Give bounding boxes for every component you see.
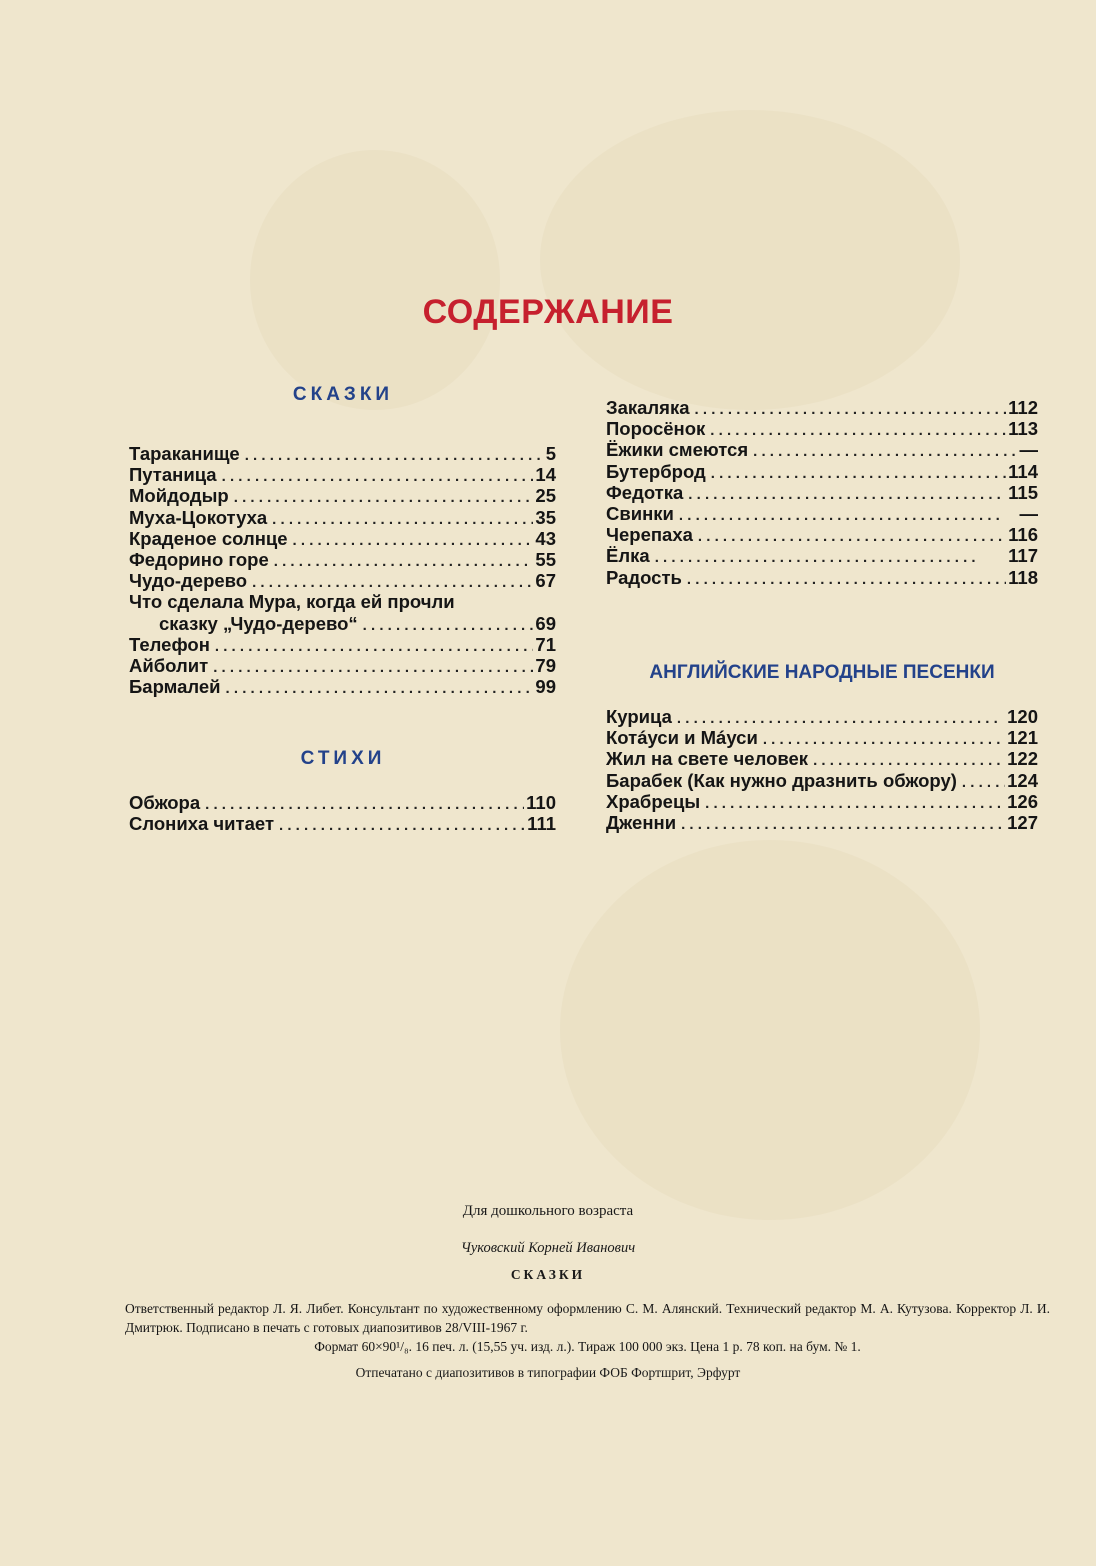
entry-title: Поросёнок: [606, 418, 706, 440]
dot-leader: [705, 420, 1006, 441]
author-name: Чуковский Корней Иванович: [460, 1240, 636, 1256]
toc-entry: [129, 634, 556, 655]
page-number: —: [1019, 502, 1038, 524]
toc-entry: [606, 770, 1038, 791]
page-number: 111: [527, 813, 556, 835]
toc-entry: [606, 748, 1038, 769]
dot-leader: [674, 505, 1018, 526]
credits-text: Ответственный редактор Л. Я. Либет. Консультант по художественному оформлению С. М. Алянский. Технический редактор М. А. Кутузова. Корректор Л. И. Дмитрюк. Подписано в печать с готовых диапозитивов 28/VIII-1967 г.: [125, 1301, 1050, 1335]
age-note: Для дошкольного возраста: [462, 1203, 634, 1219]
entry-title: Свинки: [606, 502, 674, 524]
entry-title: Айболит: [129, 654, 209, 676]
toc-entry: [606, 812, 1038, 833]
faded-illustration: [560, 840, 980, 1220]
page-number: 14: [535, 464, 556, 486]
toc-entry: [129, 591, 556, 612]
page-number: 127: [1007, 811, 1038, 833]
entry-title: Дженни: [606, 811, 677, 833]
toc-entry: [129, 528, 556, 549]
toc-entry: [129, 485, 556, 506]
dot-leader: [358, 615, 534, 636]
toc-entry: [129, 549, 556, 570]
toc-entry: [129, 813, 556, 834]
dot-leader: [200, 794, 524, 815]
dot-leader: [210, 636, 534, 657]
toc-entry: [606, 397, 1038, 418]
dot-leader: [957, 772, 1005, 793]
toc-poems: [129, 792, 556, 834]
toc-entry: [606, 791, 1038, 812]
section-heading-tales: СКАЗКИ: [292, 384, 394, 405]
toc-entry: [129, 570, 556, 591]
toc-entry: [129, 655, 556, 676]
entry-title: Бутерброд: [606, 460, 706, 482]
faded-illustration: [540, 110, 960, 410]
dot-leader: [748, 441, 1017, 462]
entry-title: Чудо-дерево: [129, 570, 248, 592]
toc-entry: [606, 482, 1038, 503]
toc-entry: [606, 706, 1038, 727]
page-number: 71: [535, 633, 556, 655]
entry-title: Жил на свете человек: [606, 748, 809, 770]
page-number: 112: [1008, 397, 1038, 418]
entry-title: Черепаха: [606, 524, 693, 546]
page-number: 110: [526, 792, 556, 813]
entry-title: Ёлка: [606, 545, 650, 567]
publication-credits: [125, 1299, 1050, 1356]
toc-entry: [606, 727, 1038, 748]
format-and-print-run: Формат 60×90¹/₈. 16 печ. л. (15,55 уч. изд. л.). Тираж 100 000 экз. Цена 1 р. 78 коп. на бум. № 1.: [314, 1339, 861, 1354]
page-number: 116: [1008, 524, 1038, 546]
dot-leader: [676, 814, 1005, 835]
page-number: 55: [535, 548, 556, 570]
dot-leader: [700, 793, 1005, 814]
page-number: 79: [535, 654, 556, 676]
dot-leader: [690, 399, 1007, 420]
toc-entry: [606, 461, 1038, 482]
page-number: 126: [1007, 790, 1038, 812]
faded-illustration: [250, 150, 500, 410]
entry-title: Обжора: [129, 792, 201, 813]
page-number: —: [1019, 439, 1038, 461]
toc-english-songs: [606, 706, 1038, 833]
toc-tales: [129, 443, 556, 697]
entry-title: Курица: [606, 706, 672, 727]
toc-entry: [606, 418, 1038, 439]
entry-title: Барабек (Как нужно дразнить обжору): [606, 769, 957, 791]
printer-note: Отпечатано с диапозитивов в типографии ФОБ Фортшрит, Эрфурт: [355, 1365, 741, 1380]
entry-title: Тараканище: [129, 443, 240, 464]
page-number: 115: [1008, 481, 1038, 503]
page-title: СОДЕРЖАНИЕ: [422, 293, 674, 331]
page-number: 43: [535, 527, 556, 549]
page-number: 113: [1008, 418, 1038, 440]
entry-title: Муха-Цокотуха: [129, 506, 268, 528]
entry-title: Краденое солнце: [129, 527, 288, 549]
toc-entry: [606, 524, 1038, 545]
page-number: 5: [545, 443, 556, 464]
dot-leader: [267, 509, 533, 530]
toc-poems-continued: [606, 397, 1038, 588]
entry-title: Бармалей: [129, 676, 221, 698]
dot-leader: [706, 463, 1006, 484]
toc-entry: [129, 507, 556, 528]
entry-title: Телефон: [129, 633, 210, 655]
dot-leader: [269, 551, 534, 572]
page-number: 99: [535, 676, 556, 698]
toc-entry: [606, 567, 1038, 588]
page-number: 25: [535, 485, 556, 507]
dot-leader: [682, 569, 1006, 590]
toc-entry: [129, 443, 556, 464]
dot-leader: [683, 484, 1006, 505]
toc-entry: [606, 545, 1038, 566]
page-number: 114: [1008, 460, 1038, 482]
toc-entry: [129, 676, 556, 697]
entry-title: Храбрецы: [606, 790, 701, 812]
entry-title: Федотка: [606, 481, 684, 503]
section-heading-english-songs: АНГЛИЙСКИЕ НАРОДНЫЕ ПЕСЕНКИ: [649, 662, 995, 683]
toc-entry: [606, 503, 1038, 524]
dot-leader: [240, 445, 544, 466]
dot-leader: [693, 526, 1006, 547]
page-number: 124: [1007, 769, 1038, 791]
dot-leader: [247, 572, 533, 593]
dot-leader: [221, 678, 534, 699]
dot-leader: [758, 729, 1005, 750]
page-number: 118: [1008, 566, 1038, 588]
page-number: 67: [535, 570, 556, 592]
dot-leader: [288, 530, 534, 551]
entry-title: Радость: [606, 566, 682, 588]
section-heading-poems: СТИХИ: [300, 748, 386, 769]
entry-title: Котáуси и Мáуси: [606, 727, 758, 749]
entry-title: Закаляка: [606, 397, 690, 418]
entry-title: Мойдодыр: [129, 485, 229, 507]
book-title: СКАЗКИ: [510, 1267, 586, 1282]
page-number: 122: [1007, 748, 1038, 770]
page-number: 120: [1007, 706, 1038, 727]
dot-leader: [208, 657, 533, 678]
toc-entry: [129, 464, 556, 485]
page-number: 35: [535, 506, 556, 528]
dot-leader: [229, 487, 534, 508]
page-number: 69: [535, 612, 556, 634]
entry-title: Федорино горе: [129, 548, 269, 570]
dot-leader: [808, 750, 1005, 771]
entry-title: Слониха читает: [129, 813, 275, 835]
entry-title: сказку „Чудо-дерево“: [159, 612, 358, 634]
toc-entry: [129, 613, 556, 634]
page-number: 121: [1007, 727, 1038, 749]
entry-title: Что сделала Мура, когда ей прочли: [129, 591, 455, 613]
page-number: 117: [1008, 545, 1038, 567]
toc-entry: [606, 439, 1038, 460]
dot-leader: [274, 815, 525, 836]
dot-leader: [217, 466, 534, 487]
toc-entry: [129, 792, 556, 813]
entry-title: Путаница: [129, 464, 217, 486]
dot-leader: [672, 708, 1005, 729]
dot-leader: [650, 547, 1006, 568]
entry-title: Ёжики смеются: [606, 439, 749, 461]
